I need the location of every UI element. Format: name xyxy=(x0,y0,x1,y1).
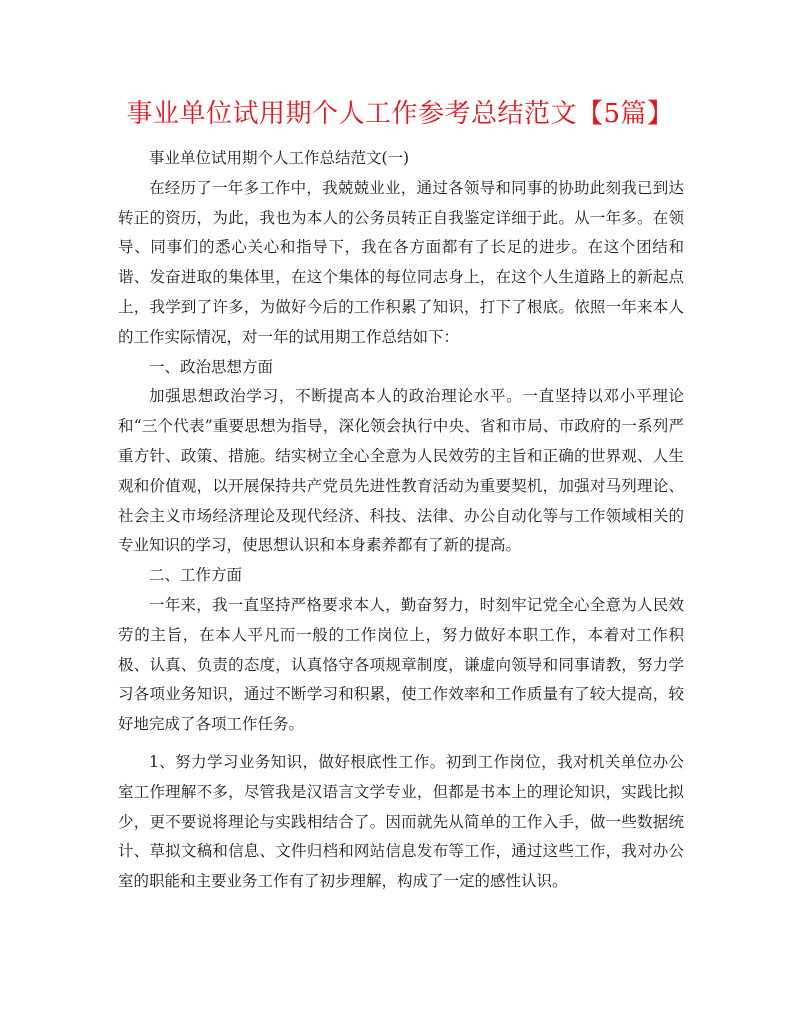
paragraph-intro: 在经历了一年多工作中，我兢兢业业，通过各领导和同事的协助此刻我已到达转正的资历，为此，我也为本人的公务员转正自我鉴定详细于此。从一年多。在领导、同事们的悉心关心和指导下，我在各方面都有了长足的进步。在这个团结和谐、发奋进取的集体里，在这个集体的每位同志身上，在这个人生道路上的新起点上，我学到了许多，为做好今后的工作积累了知识，打下了根底。依照一年来本人的工作实际情况，对一年的试用期工作总结如下： xyxy=(118,178,684,346)
paragraph-work: 一年来，我一直坚持严格要求本人，勤奋努力，时刻牢记党全心全意为人民效劳的主旨，在本人平凡而一般的工作岗位上，努力做好本职工作，本着对工作积极、认真、负责的态度，认真恪守各项规章制度，谦虚向领导和同事请教，努力学习各项业务知识，通过不断学习和积累，使工作效率和工作质量有了较大提高，较好地完成了各项工作任务。 xyxy=(118,595,684,734)
paragraph-political: 加强思想政治学习，不断提高本人的政治理论水平。一直坚持以邓小平理论和“三个代表”重要思想为指导，深化领会执行中央、省和市局、市政府的一系列严重方针、政策、措施。结实树立全心全意为人民效劳的主旨和正确的世界观、人生观和价值观，以开展保持共产党员先进性教育活动为重要契机，加强对马列理论、社会主义市场经济理论及现代经济、科技、法律、办公自动化等与工作领域相关的专业知识的学习，使思想认识和本身素养都有了新的提高。 xyxy=(118,387,684,555)
heading-political: 一、政治思想方面 xyxy=(149,357,274,376)
section-subtitle: 事业单位试用期个人工作总结范文(一) xyxy=(149,149,410,167)
paragraph-item-1: 1、努力学习业务知识，做好根底性工作。初到工作岗位，我对机关单位办公室工作理解不多，尽管我是汉语言文学专业，但都是书本上的理论知识，实践比拟少，更不要说将理论与实践相结合了。因而就先从简单的工作入手，做一些数据统计、草拟文稿和信息、文件归档和网站信息发布等工作，通过这些工作，我对办公室的职能和主要业务工作有了初步理解，构成了一定的感性认识。 xyxy=(118,752,684,891)
page-title: 事业单位试用期个人工作参考总结范文【5篇】 xyxy=(126,99,674,129)
heading-work: 二、工作方面 xyxy=(149,566,243,585)
document-body xyxy=(118,144,684,897)
